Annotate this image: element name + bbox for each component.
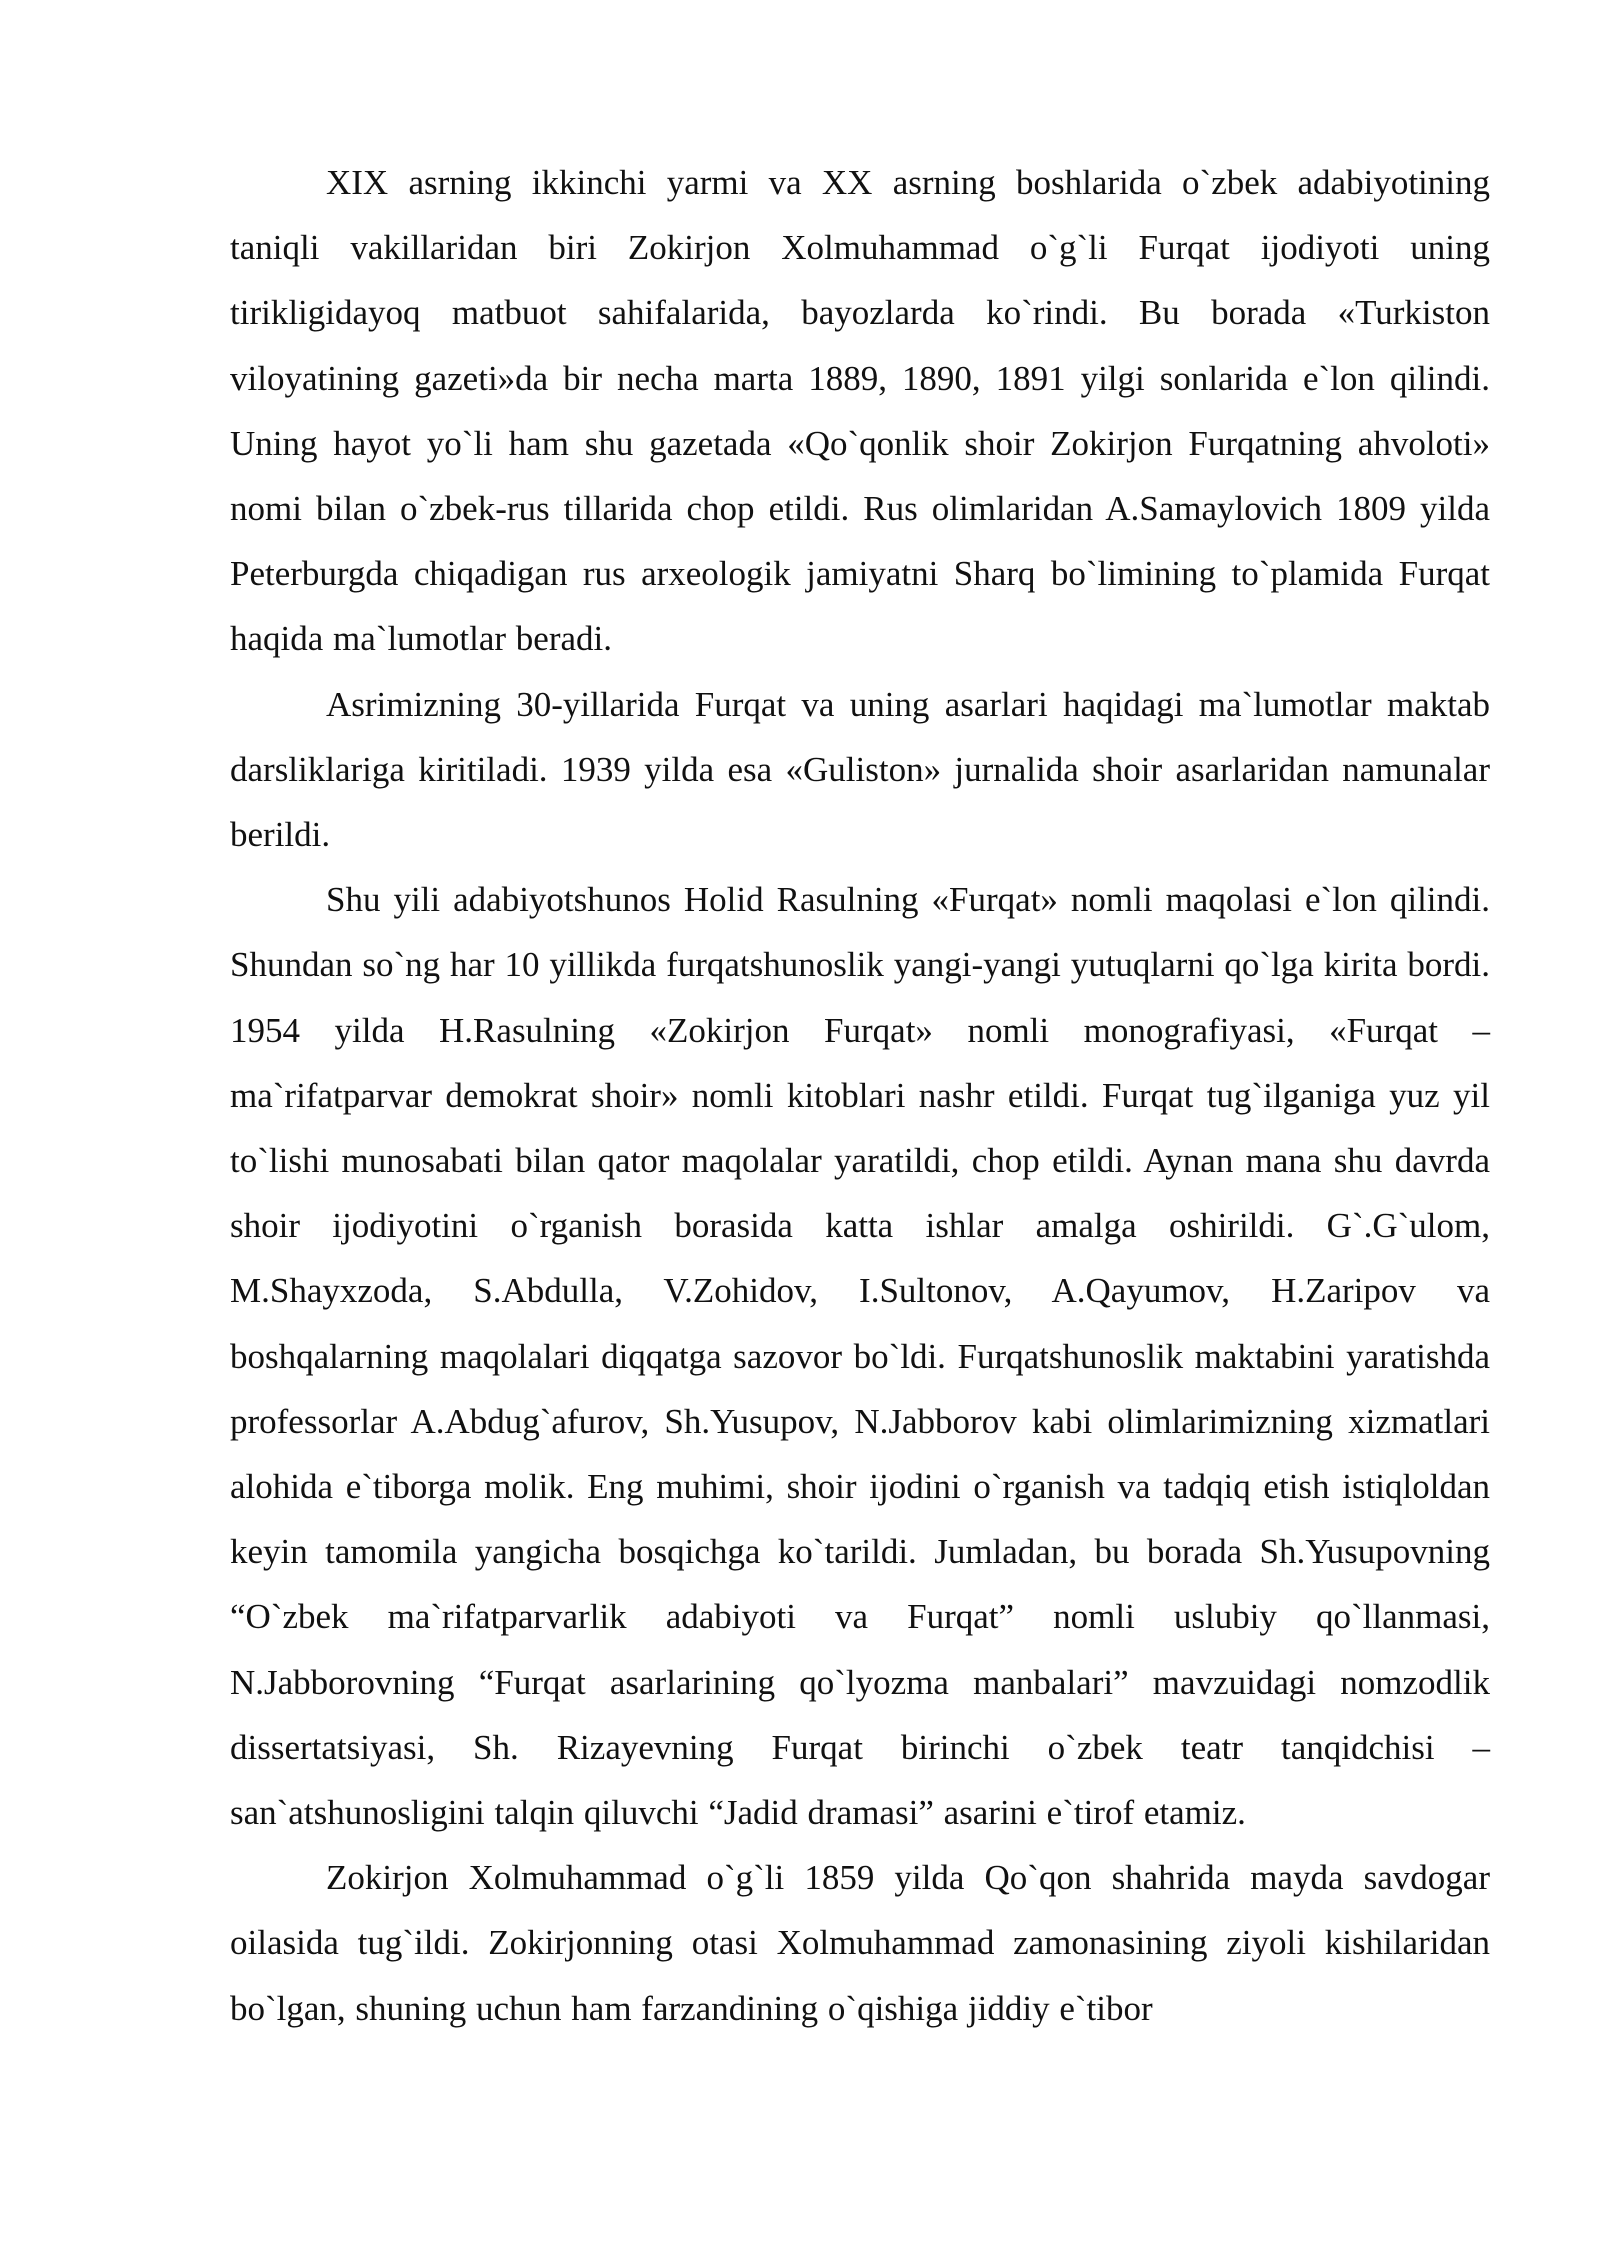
paragraph-2: Asrimizning 30-yillarida Furqat va uning asarlari haqidagi ma`lumotlar maktab darsliklariga kiritiladi. 1939 yilda esa «Guliston» jurnalida shoir asarlaridan namunalar berildi. [230, 684, 1490, 855]
document-page [230, 150, 1490, 2150]
paragraph-1: XIX asrning ikkinchi yarmi va XX asrning boshlarida o`zbek adabiyotining taniqli vakillaridan biri Zokirjon Xolmuhammad o`g`li Furqat ijodiyoti uning tirikligidayoq matbuot sahifalarida, bayozlarda ko`rindi. Bu borada «Turkiston viloyatining gazeti»da bir necha marta 1889, 1890, 1891 yilgi sonlarida e`lon qilindi. Uning hayot yo`li ham shu gazetada «Qo`qonlik shoir Zokirjon Furqatning ahvoloti» nomi bilan o`zbek-rus tillarida chop etildi. Rus olimlaridan A.Samaylovich 1809 yilda Peterburgda chiqadigan rus arxeologik jamiyatni Sharq bo`limining to`plamida Furqat haqida ma`lumotlar beradi. [230, 163, 1490, 659]
paragraph-4: Zokirjon Xolmuhammad o`g`li 1859 yilda Qo`qon shahrida mayda savdogar oilasida tug`ildi. Zokirjonning otasi Xolmuhammad zamonasining ziyoli kishilaridan bo`lgan, shuning uchun ham farzandining o`qishiga jiddiy e`tibor [230, 1858, 1490, 2028]
paragraph-3: Shu yili adabiyotshunos Holid Rasulning «Furqat» nomli maqolasi e`lon qilindi. Shundan so`ng har 10 yillikda furqatshunoslik yangi-yangi yutuqlarni qo`lga kirita bordi. 1954 yilda H.Rasulning «Zokirjon Furqat» nomli monografiyasi, «Furqat – ma`rifatparvar demokrat shoir» nomli kitoblari nashr etildi. Furqat tug`ilganiga yuz yil to`lishi munosabati bilan qator maqolalar yaratildi, chop etildi. Aynan mana shu davrda shoir ijodiyotini o`rganish borasida katta ishlar amalga oshirildi. G`.G`ulom, M.Shayxzoda, S.Abdulla, V.Zohidov, I.Sultonov, A.Qayumov, H.Zaripov va boshqalarning maqolalari diqqatga sazovor bo`ldi. Furqatshunoslik maktabini yaratishda professorlar A.Abdug`afurov, Sh.Yusupov, N.Jabborov kabi olimlarimizning xizmatlari alohida e`tiborga molik. Eng muhimi, shoir ijodini o`rganish va tadqiq etish istiqloldan keyin tamomila yangicha bosqichga ko`tarildi. Jumladan, bu borada Sh.Yusupovning “O`zbek ma`rifatparvarlik adabiyoti va Furqat” nomli uslubiy qo`llanmasi, N.Jabborovning “Furqat asarlarining qo`lyozma manbalari” mavzuidagi nomzodlik dissertatsiyasi, Sh. Rizayevning Furqat birinchi o`zbek teatr tanqidchisi – san`atshunosligini talqin qiluvchi “Jadid dramasi” asarini e`tirof etamiz. [230, 880, 1490, 1833]
